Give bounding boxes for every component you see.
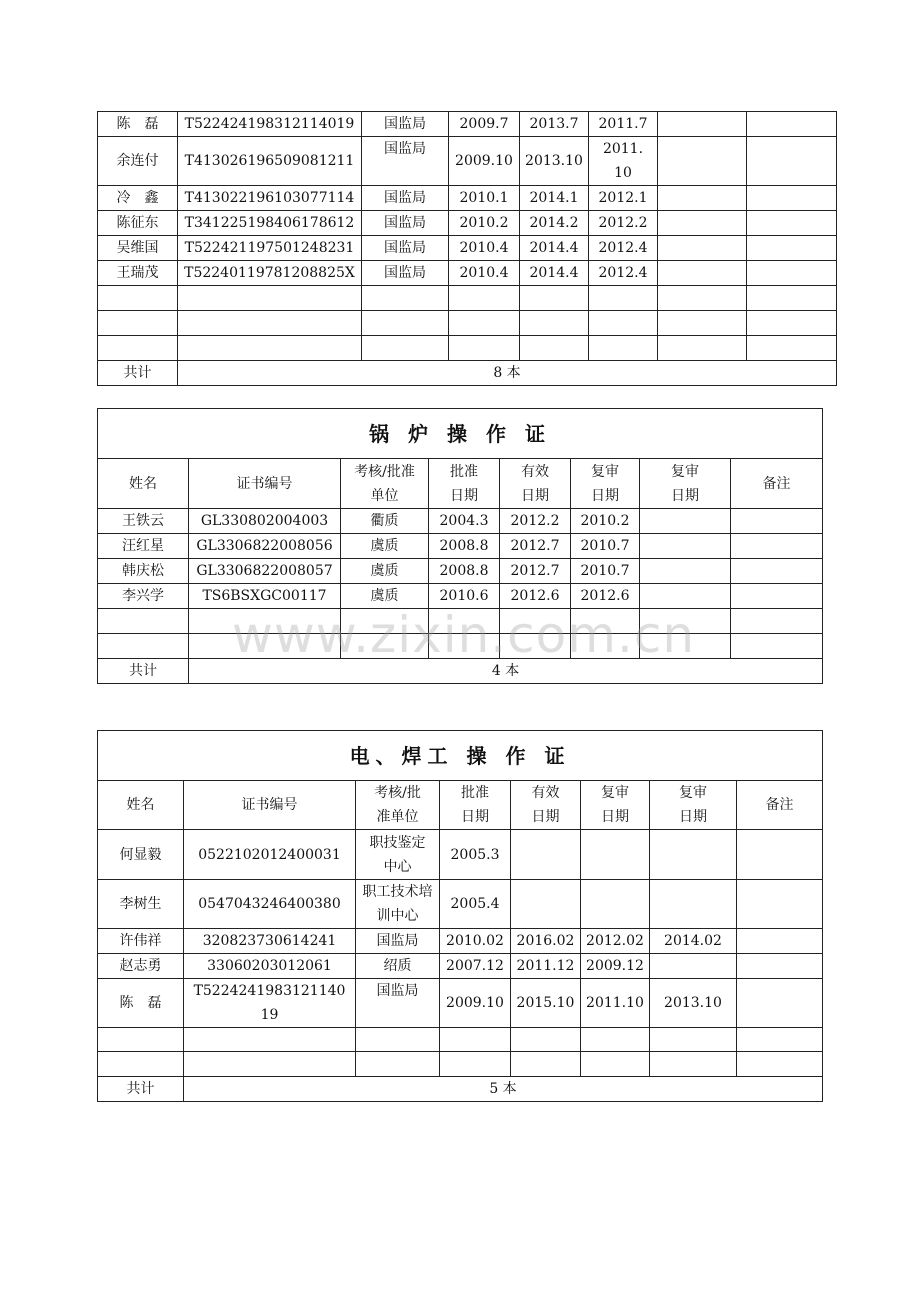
holder-name: 何显毅 — [98, 830, 184, 880]
table-row — [98, 584, 823, 609]
approval-date: 2010.4 — [449, 236, 520, 261]
header-cert-number: 证书编号 — [184, 781, 356, 830]
review-date-2 — [640, 534, 731, 559]
approval-date: 2010.4 — [449, 261, 520, 286]
review-date: 2010.2 — [571, 509, 640, 534]
valid-date: 2014.4 — [520, 261, 589, 286]
holder-name: 陈 磊 — [98, 112, 178, 137]
holder-name: 韩庆松 — [98, 559, 189, 584]
remarks — [747, 211, 837, 236]
header-review-date-2: 复审日期 — [640, 459, 731, 509]
review-date: 2012.4 — [589, 261, 658, 286]
certificate-number: T413022196103077114 — [178, 186, 362, 211]
table-row — [98, 137, 837, 186]
issuing-unit: 国监局 — [362, 211, 449, 236]
header-review-date: 复审日期 — [581, 781, 650, 830]
total-label: 共计 — [98, 1077, 184, 1102]
header-issuing-unit: 考核/批准单位 — [341, 459, 429, 509]
holder-name: 冷 鑫 — [98, 186, 178, 211]
remarks — [747, 137, 837, 186]
welding-certificate-table — [97, 730, 823, 1102]
table-row — [98, 186, 837, 211]
header-approval-date: 批准日期 — [440, 781, 511, 830]
issuing-unit: 国监局 — [356, 929, 440, 954]
empty-row — [98, 634, 823, 659]
approval-date: 2010.02 — [440, 929, 511, 954]
review-date-2 — [650, 880, 737, 929]
table-row — [98, 261, 837, 286]
table-title: 电、焊工 操 作 证 — [98, 731, 823, 781]
issuing-unit: 国监局 — [362, 186, 449, 211]
holder-name: 吴维国 — [98, 236, 178, 261]
table-row — [98, 954, 823, 979]
valid-date: 2012.7 — [500, 534, 571, 559]
review-date-2: 2014.02 — [650, 929, 737, 954]
issuing-unit: 职技鉴定中心 — [356, 830, 440, 880]
total-value: 8 本 — [178, 361, 837, 386]
issuing-unit: 国监局 — [362, 137, 449, 186]
table-row — [98, 236, 837, 261]
table-row — [98, 880, 823, 929]
certificate-number: T522421197501248231 — [178, 236, 362, 261]
certificate-number: 0522102012400031 — [184, 830, 356, 880]
review-date — [581, 830, 650, 880]
certificate-number: GL3306822008056 — [189, 534, 341, 559]
approval-date: 2010.6 — [429, 584, 500, 609]
issuing-unit: 职工技术培训中心 — [356, 880, 440, 929]
table-row — [98, 112, 837, 137]
certificate-table-continued — [97, 111, 837, 386]
remarks — [737, 830, 823, 880]
remarks — [737, 929, 823, 954]
valid-date — [511, 830, 581, 880]
total-value: 5 本 — [184, 1077, 823, 1102]
empty-row — [98, 609, 823, 634]
approval-date: 2008.8 — [429, 559, 500, 584]
certificate-number: T522424198312114019 — [178, 112, 362, 137]
header-remarks: 备注 — [731, 459, 823, 509]
issuing-unit: 绍质 — [356, 954, 440, 979]
header-valid-date: 有效日期 — [500, 459, 571, 509]
table-title-row — [98, 731, 823, 781]
valid-date: 2013.10 — [520, 137, 589, 186]
review-date-2 — [658, 186, 747, 211]
approval-date: 2010.2 — [449, 211, 520, 236]
review-date: 2012.02 — [581, 929, 650, 954]
boiler-certificate-table — [97, 408, 823, 684]
header-review-date-2: 复审日期 — [650, 781, 737, 830]
total-row — [98, 361, 837, 386]
valid-date: 2015.10 — [511, 979, 581, 1028]
table-row — [98, 929, 823, 954]
review-date-2 — [658, 236, 747, 261]
valid-date — [511, 880, 581, 929]
review-date: 2012.6 — [571, 584, 640, 609]
review-date-2 — [650, 830, 737, 880]
review-date-2 — [640, 584, 731, 609]
issuing-unit: 国监局 — [362, 261, 449, 286]
review-date: 2010.7 — [571, 534, 640, 559]
certificate-number: T52240119781208825X — [178, 261, 362, 286]
holder-name: 许伟祥 — [98, 929, 184, 954]
table-row — [98, 979, 823, 1028]
remarks — [737, 979, 823, 1028]
valid-date: 2014.4 — [520, 236, 589, 261]
approval-date: 2008.8 — [429, 534, 500, 559]
table-title: 锅 炉 操 作 证 — [98, 409, 823, 459]
remarks — [731, 534, 823, 559]
review-date — [581, 880, 650, 929]
empty-row — [98, 311, 837, 336]
total-row — [98, 1077, 823, 1102]
table-row — [98, 534, 823, 559]
issuing-unit: 国监局 — [356, 979, 440, 1028]
header-issuing-unit: 考核/批准单位 — [356, 781, 440, 830]
issuing-unit: 虞质 — [341, 559, 429, 584]
review-date-2: 2013.10 — [650, 979, 737, 1028]
review-date-2 — [658, 261, 747, 286]
header-name: 姓名 — [98, 781, 184, 830]
issuing-unit: 虞质 — [341, 534, 429, 559]
header-row — [98, 459, 823, 509]
holder-name: 余连付 — [98, 137, 178, 186]
total-value: 4 本 — [189, 659, 823, 684]
review-date: 2012.1 — [589, 186, 658, 211]
remarks — [737, 880, 823, 929]
header-row — [98, 781, 823, 830]
total-row — [98, 659, 823, 684]
certificate-number: T413026196509081211 — [178, 137, 362, 186]
empty-row — [98, 1052, 823, 1077]
certificate-number: GL3306822008057 — [189, 559, 341, 584]
issuing-unit: 衢质 — [341, 509, 429, 534]
table-row — [98, 509, 823, 534]
header-approval-date: 批准日期 — [429, 459, 500, 509]
total-label: 共计 — [98, 361, 178, 386]
review-date: 2011.10 — [589, 137, 658, 186]
holder-name: 王铁云 — [98, 509, 189, 534]
header-valid-date: 有效日期 — [511, 781, 581, 830]
review-date-2 — [658, 112, 747, 137]
remarks — [731, 584, 823, 609]
approval-date: 2005.3 — [440, 830, 511, 880]
remarks — [731, 509, 823, 534]
table-row — [98, 211, 837, 236]
holder-name: 李兴学 — [98, 584, 189, 609]
header-cert-number: 证书编号 — [189, 459, 341, 509]
certificate-number: T341225198406178612 — [178, 211, 362, 236]
remarks — [747, 261, 837, 286]
valid-date: 2011.12 — [511, 954, 581, 979]
header-remarks: 备注 — [737, 781, 823, 830]
certificate-number: GL330802004003 — [189, 509, 341, 534]
review-date: 2010.7 — [571, 559, 640, 584]
table-row — [98, 830, 823, 880]
remarks — [747, 236, 837, 261]
review-date: 2012.4 — [589, 236, 658, 261]
watermark-text: www.zixin.com.cn — [232, 606, 696, 664]
holder-name: 陈 磊 — [98, 979, 184, 1028]
certificate-number: TS6BSXGC00117 — [189, 584, 341, 609]
total-label: 共计 — [98, 659, 189, 684]
review-date: 2009.12 — [581, 954, 650, 979]
review-date: 2011.7 — [589, 112, 658, 137]
holder-name: 李树生 — [98, 880, 184, 929]
valid-date: 2012.7 — [500, 559, 571, 584]
issuing-unit: 国监局 — [362, 112, 449, 137]
empty-row — [98, 336, 837, 361]
certificate-number: 33060203012061 — [184, 954, 356, 979]
valid-date: 2012.6 — [500, 584, 571, 609]
remarks — [737, 954, 823, 979]
review-date-2 — [658, 137, 747, 186]
holder-name: 王瑞茂 — [98, 261, 178, 286]
valid-date: 2013.7 — [520, 112, 589, 137]
certificate-number: T522424198312114019 — [184, 979, 356, 1028]
empty-row — [98, 286, 837, 311]
approval-date: 2005.4 — [440, 880, 511, 929]
approval-date: 2009.7 — [449, 112, 520, 137]
table-title-row — [98, 409, 823, 459]
header-name: 姓名 — [98, 459, 189, 509]
holder-name: 汪红星 — [98, 534, 189, 559]
review-date-2 — [658, 211, 747, 236]
review-date-2 — [650, 954, 737, 979]
valid-date: 2014.1 — [520, 186, 589, 211]
certificate-number: 320823730614241 — [184, 929, 356, 954]
issuing-unit: 虞质 — [341, 584, 429, 609]
remarks — [731, 559, 823, 584]
empty-row — [98, 1028, 823, 1052]
approval-date: 2009.10 — [449, 137, 520, 186]
remarks — [747, 186, 837, 211]
remarks — [747, 112, 837, 137]
review-date: 2012.2 — [589, 211, 658, 236]
valid-date: 2014.2 — [520, 211, 589, 236]
issuing-unit: 国监局 — [362, 236, 449, 261]
table-row — [98, 559, 823, 584]
review-date-2 — [640, 509, 731, 534]
approval-date: 2007.12 — [440, 954, 511, 979]
valid-date: 2016.02 — [511, 929, 581, 954]
approval-date: 2010.1 — [449, 186, 520, 211]
approval-date: 2004.3 — [429, 509, 500, 534]
certificate-number: 0547043246400380 — [184, 880, 356, 929]
approval-date: 2009.10 — [440, 979, 511, 1028]
holder-name: 陈征东 — [98, 211, 178, 236]
review-date: 2011.10 — [581, 979, 650, 1028]
valid-date: 2012.2 — [500, 509, 571, 534]
header-review-date: 复审日期 — [571, 459, 640, 509]
review-date-2 — [640, 559, 731, 584]
holder-name: 赵志勇 — [98, 954, 184, 979]
